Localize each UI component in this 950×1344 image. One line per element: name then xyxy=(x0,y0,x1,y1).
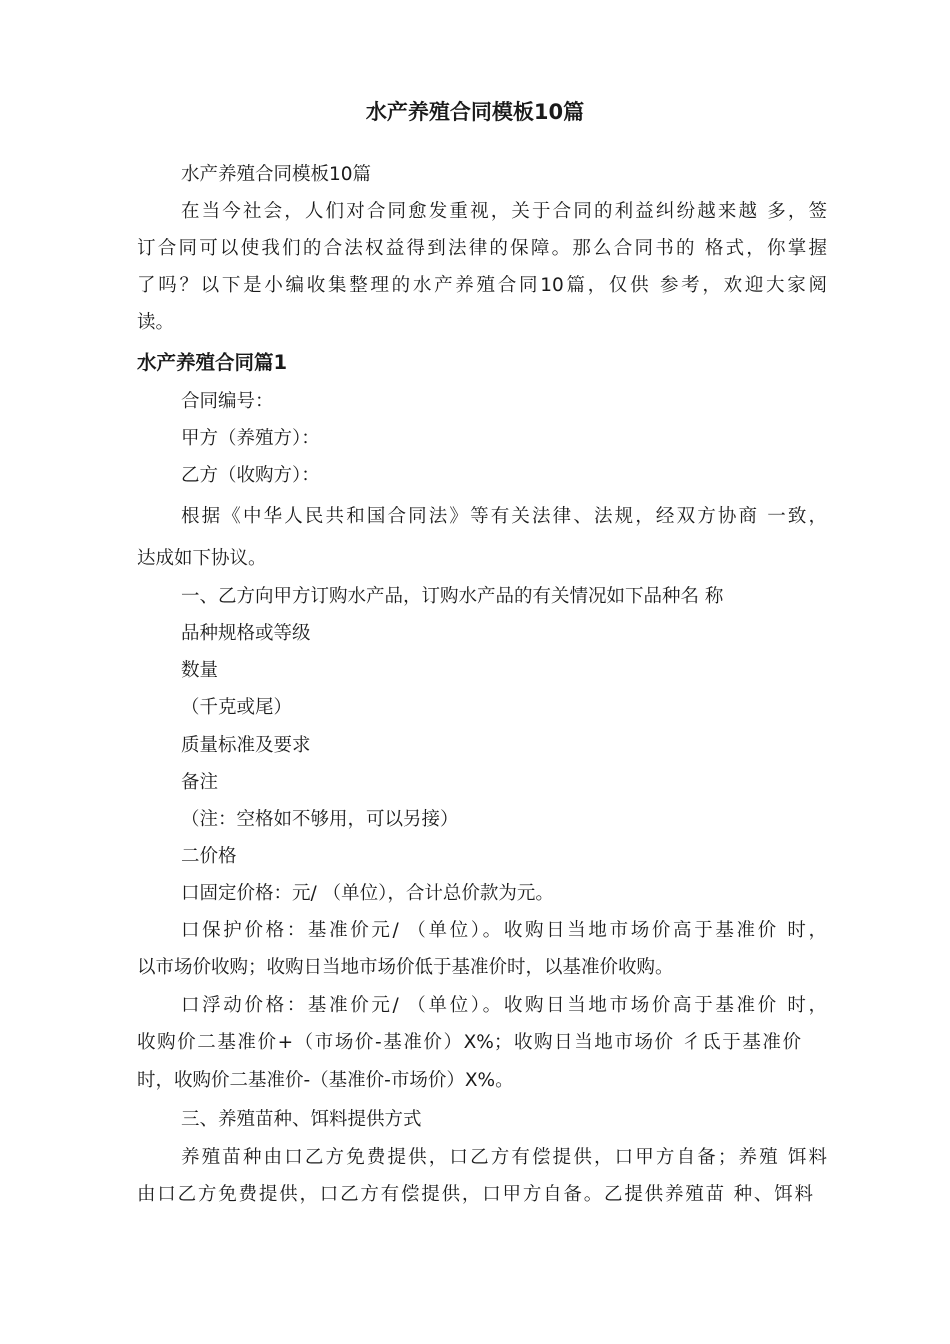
contract-number-label: 合同编号： xyxy=(181,391,274,412)
paragraph-line: 订合同可以使我们的合法权益得到法律的保障。那么合同书的 格式，你掌握 xyxy=(137,238,827,259)
clause-line: 数量 xyxy=(181,660,219,681)
paragraph-line: 在当今社会，人们对合同愈发重视，关于合同的利益纠纷越来越 多，签 xyxy=(181,201,827,222)
paragraph-line: 由口乙方免费提供，口乙方有偿提供，口甲方自备。乙提供养殖苗 种、饵料 xyxy=(137,1184,813,1205)
clause-line: （注：空格如不够用，可以另接） xyxy=(181,809,459,830)
clause-line: 质量标准及要求 xyxy=(181,735,311,756)
paragraph-line: 养殖苗种由口乙方免费提供，口乙方有偿提供，口甲方自备；养殖 饵料 xyxy=(181,1147,827,1168)
clause-line: 品种规格或等级 xyxy=(181,623,311,644)
clause-line: 口固定价格：元/ （单位），合计总价款为元。 xyxy=(181,883,554,904)
clause-line: 一、乙方向甲方订购水产品，订购水产品的有关情况如下品种名 称 xyxy=(181,586,724,607)
clause-line: 三、养殖苗种、饵料提供方式 xyxy=(181,1109,422,1130)
paragraph-line: 时，收购价二基准价-（基准价-市场价）X%。 xyxy=(137,1070,514,1091)
document-title: 水产养殖合同模板10篇 xyxy=(365,100,585,124)
paragraph-line: 口保护价格：基准价元/ （单位）。收购日当地市场价高于基准价 时， xyxy=(181,920,827,941)
paragraph-line: 达成如下协议。 xyxy=(137,548,267,569)
party-a-label: 甲方（养殖方）： xyxy=(181,428,320,449)
party-b-label: 乙方（收购方）： xyxy=(181,465,320,486)
paragraph-line: 了吗？以下是小编收集整理的水产养殖合同10篇，仅供 参考，欢迎大家阅 xyxy=(137,275,827,296)
clause-line: 二价格 xyxy=(181,846,237,867)
paragraph-line: 读。 xyxy=(137,312,175,333)
clause-line: 备注 xyxy=(181,772,219,793)
paragraph-line: 口浮动价格：基准价元/ （单位）。收购日当地市场价高于基准价 时， xyxy=(181,995,827,1016)
clause-line: （千克或尾） xyxy=(181,697,293,718)
paragraph-line: 以市场价收购；收购日当地市场价低于基准价时，以基准价收购。 xyxy=(137,957,674,978)
paragraph-line: 根据《中华人民共和国合同法》等有关法律、法规，经双方协商 一致， xyxy=(181,506,827,527)
subtitle-line: 水产养殖合同模板10篇 xyxy=(181,164,372,185)
section-heading: 水产养殖合同篇1 xyxy=(137,351,288,374)
paragraph-line: 收购价二基准价+（市场价-基准价）X%；收购日当地市场价 彳氐于基准价 xyxy=(137,1032,801,1053)
